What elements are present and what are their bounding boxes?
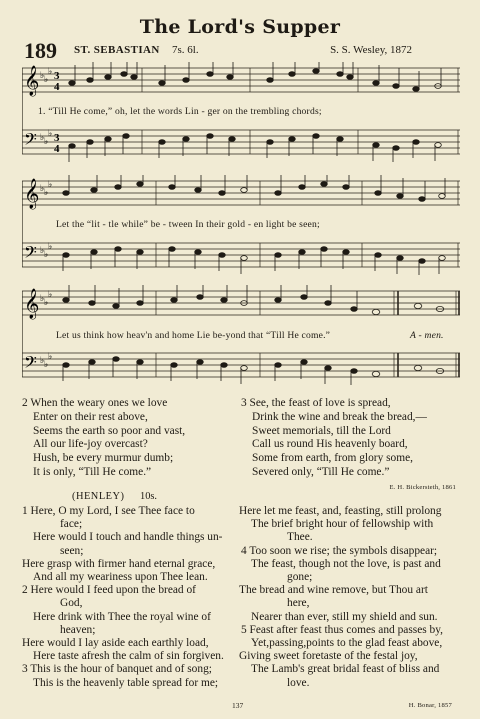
verse-line: The bread and wine remove, but Thou art bbox=[239, 584, 428, 597]
author-credit-2: H. Bonar, 1857 bbox=[408, 702, 452, 709]
stanza-line: Sweet memorials, till the Lord bbox=[252, 424, 391, 437]
page-number: 137 bbox=[232, 701, 244, 710]
svg-text:♭: ♭ bbox=[40, 245, 45, 255]
hymn-2-right-column bbox=[239, 505, 443, 690]
verse-line: 1 Here, O my Lord, I see Thee face to bbox=[22, 505, 195, 517]
verse-line: Here would I lay aside each earthly load, bbox=[22, 637, 209, 650]
stanza-line: Enter on their rest above, bbox=[33, 410, 148, 423]
verse-line: And all my weariness upon Thee lean. bbox=[33, 571, 208, 584]
svg-text:♭: ♭ bbox=[44, 359, 49, 369]
svg-text:♭: ♭ bbox=[48, 128, 53, 138]
svg-text:♭: ♭ bbox=[40, 70, 45, 80]
section-title: The Lord's Supper bbox=[139, 16, 341, 38]
verse-line: The Lamb's great bridal feast of bliss and bbox=[251, 663, 440, 676]
svg-text:3: 3 bbox=[54, 132, 60, 144]
lyric-line-1: 1. “Till He come,” oh, let the words Lin - ger on the trembling chords; bbox=[38, 106, 322, 117]
tune-henley: (HENLEY) bbox=[72, 491, 125, 502]
svg-text:4: 4 bbox=[54, 143, 60, 155]
stanza-line: Hush, be every murmur dumb; bbox=[33, 452, 174, 465]
svg-text:♭: ♭ bbox=[40, 183, 45, 193]
svg-text:♭: ♭ bbox=[48, 289, 53, 299]
stanza-line: Some from earth, from glory some, bbox=[252, 452, 414, 465]
verse-line: 3 This is the hour of banquet and of song; bbox=[22, 663, 212, 676]
hymn-number: 189 bbox=[24, 38, 57, 63]
svg-text:♭: ♭ bbox=[40, 293, 45, 303]
stanza-line: 2 When the weary ones we love bbox=[22, 397, 168, 409]
svg-text:♭: ♭ bbox=[48, 241, 53, 251]
verse-line: The brief bright hour of fellowship with bbox=[251, 518, 434, 531]
lyric-line-2: Let the “lit - tle while” be - tween In their gold - en light be seen; bbox=[56, 219, 320, 230]
svg-text:𝄢: 𝄢 bbox=[24, 242, 37, 266]
verse-line: Here drink with Thee the royal wine of bbox=[33, 610, 211, 623]
svg-text:♭: ♭ bbox=[44, 136, 49, 146]
verse-line: Here grasp with firmer hand eternal grace, bbox=[22, 557, 216, 570]
author-credit-1: E. H. Bickersteth, 1861 bbox=[389, 484, 456, 491]
svg-text:♭: ♭ bbox=[44, 249, 49, 259]
verse-line: Yet,passing,points to the glad feast above, bbox=[251, 637, 443, 650]
verse-line: seen; bbox=[60, 544, 84, 557]
svg-text:𝄞: 𝄞 bbox=[24, 289, 40, 319]
composer: S. S. Wesley, 1872 bbox=[330, 44, 412, 56]
svg-text:♭: ♭ bbox=[48, 179, 53, 189]
stanza-line: Drink the wine and break the bread,— bbox=[252, 410, 427, 423]
lyric-line-3: Let us think how heav'n and home Lie be-yond that “Till He come.” bbox=[56, 330, 331, 341]
verse-line: here, bbox=[287, 597, 310, 610]
stanza-line: 3 See, the feast of love is spread, bbox=[241, 397, 391, 409]
verse-line: heaven; bbox=[60, 623, 96, 636]
tune-name: ST. SEBASTIAN bbox=[74, 44, 160, 56]
amen-label: A - men. bbox=[410, 330, 444, 341]
svg-text:♭: ♭ bbox=[44, 74, 49, 84]
verse-line: Nearer than ever, still my shield and sun. bbox=[251, 610, 438, 623]
verse-line: Here would I touch and handle things un- bbox=[33, 531, 223, 544]
stanza-line: All our life-joy overcast? bbox=[33, 438, 148, 451]
meter: 7s. 6l. bbox=[172, 44, 199, 56]
verse-line: 2 Here would I feed upon the bread of bbox=[22, 584, 196, 597]
meter-henley: 10s. bbox=[140, 491, 158, 502]
verse-line: God, bbox=[60, 597, 83, 610]
stanza-2 bbox=[22, 397, 185, 480]
stanza-3 bbox=[241, 397, 427, 480]
svg-text:♭: ♭ bbox=[44, 297, 49, 307]
svg-text:♭: ♭ bbox=[48, 351, 53, 361]
verse-line: Giving sweet foretaste of the festal joy, bbox=[239, 650, 418, 663]
hymn-2-left-column bbox=[22, 505, 224, 690]
stanza-line: Call us round His heavenly board, bbox=[252, 438, 408, 451]
verse-line: face; bbox=[60, 518, 83, 531]
verse-line: 4 Too soon we rise; the symbols disappear; bbox=[241, 544, 438, 557]
verse-line: Here let me feast, and, feasting, still prolong bbox=[239, 505, 442, 517]
stanza-line: Severed only, “Till He come.” bbox=[252, 465, 390, 478]
svg-text:𝄢: 𝄢 bbox=[24, 129, 37, 153]
svg-text:♭: ♭ bbox=[48, 66, 53, 76]
verse-line: This is the heavenly table spread for me; bbox=[33, 676, 219, 689]
verse-line: love. bbox=[287, 676, 310, 689]
verse-line: The feast, though not the love, is past and bbox=[251, 557, 441, 570]
verse-line: 5 Feast after feast thus comes and passes by, bbox=[241, 623, 444, 636]
svg-text:𝄢: 𝄢 bbox=[24, 352, 37, 376]
verse-line: Thee. bbox=[287, 531, 313, 544]
svg-text:𝄞: 𝄞 bbox=[24, 66, 40, 96]
svg-text:♭: ♭ bbox=[44, 187, 49, 197]
svg-text:𝄞: 𝄞 bbox=[24, 179, 40, 209]
stanza-line: Seems the earth so poor and vast, bbox=[33, 424, 186, 437]
svg-text:3: 3 bbox=[54, 70, 60, 82]
verse-line: Here taste afresh the calm of sin forgiven. bbox=[33, 650, 224, 663]
svg-text:♭: ♭ bbox=[40, 355, 45, 365]
verse-line: gone; bbox=[287, 571, 313, 584]
svg-text:4: 4 bbox=[54, 81, 60, 93]
stanza-line: It is only, “Till He come.” bbox=[33, 465, 152, 478]
svg-text:♭: ♭ bbox=[40, 132, 45, 142]
